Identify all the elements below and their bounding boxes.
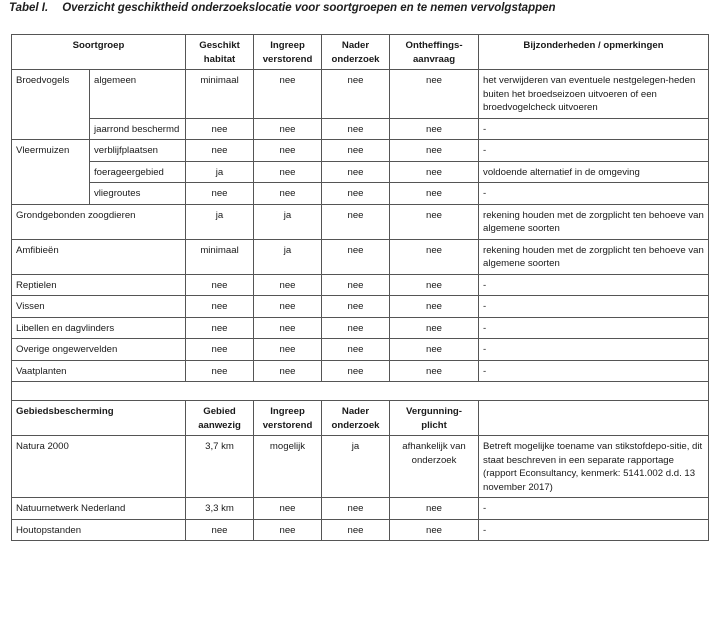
habitat-cell: minimaal <box>186 70 254 119</box>
exemption-cell: nee <box>390 118 479 140</box>
remarks-cell: - <box>479 339 709 361</box>
exemption-cell: nee <box>390 161 479 183</box>
header-empty <box>479 401 709 436</box>
remarks-cell: Betreft mogelijke toename van stikstofdepo-sitie, dit staat beschreven in een separate rapportage (rapport Econsultancy, kenmerk: 5141.002 d.d. 13 november 2017) <box>479 436 709 498</box>
further-cell: nee <box>322 317 390 339</box>
disruptive-cell: nee <box>254 118 322 140</box>
exemption-cell: nee <box>390 317 479 339</box>
further-cell: nee <box>322 204 390 239</box>
habitat-cell: nee <box>186 360 254 382</box>
overview-table <box>11 34 709 541</box>
group-cell: Grondgebonden zoogdieren <box>12 204 186 239</box>
further-cell: nee <box>322 519 390 541</box>
remarks-cell: - <box>479 317 709 339</box>
present-cell: nee <box>186 519 254 541</box>
header-habitat: Geschikt habitat <box>186 35 254 70</box>
further-cell: nee <box>322 161 390 183</box>
table-row <box>12 498 709 520</box>
disruptive-cell: nee <box>254 498 322 520</box>
further-cell: nee <box>322 140 390 162</box>
area-header-row <box>12 401 709 436</box>
present-cell: 3,3 km <box>186 498 254 520</box>
further-cell: nee <box>322 498 390 520</box>
disruptive-cell: nee <box>254 360 322 382</box>
table-row <box>12 118 709 140</box>
subgroup-cell: algemeen <box>90 70 186 119</box>
further-cell: nee <box>322 183 390 205</box>
caption-title: Overzicht geschiktheid onderzoekslocatie voor soortgroepen en te nemen vervolgstappen <box>62 2 556 14</box>
subgroup-cell: jaarrond beschermd <box>90 118 186 140</box>
disruptive-cell: nee <box>254 183 322 205</box>
habitat-cell: nee <box>186 296 254 318</box>
table-row <box>12 239 709 274</box>
header-remarks: Bijzonderheden / opmerkingen <box>479 35 709 70</box>
habitat-cell: nee <box>186 274 254 296</box>
header-disruptive: Ingreep verstorend <box>254 401 322 436</box>
group-broedvogels: Broedvogels <box>12 70 90 140</box>
habitat-cell: nee <box>186 118 254 140</box>
present-cell: 3,7 km <box>186 436 254 498</box>
habitat-cell: nee <box>186 339 254 361</box>
group-cell: Vaatplanten <box>12 360 186 382</box>
group-cell: Reptielen <box>12 274 186 296</box>
group-cell: Libellen en dagvlinders <box>12 317 186 339</box>
further-cell: nee <box>322 274 390 296</box>
exemption-cell: nee <box>390 296 479 318</box>
exemption-cell: nee <box>390 70 479 119</box>
remarks-cell: - <box>479 274 709 296</box>
permit-cell: afhankelijk van onderzoek <box>390 436 479 498</box>
table-row <box>12 360 709 382</box>
table-row <box>12 296 709 318</box>
further-cell: nee <box>322 296 390 318</box>
exemption-cell: nee <box>390 140 479 162</box>
species-header-row <box>12 35 709 70</box>
header-further: Nader onderzoek <box>322 401 390 436</box>
habitat-cell: nee <box>186 183 254 205</box>
remarks-cell: - <box>479 140 709 162</box>
table-row <box>12 436 709 498</box>
header-present: Gebied aanwezig <box>186 401 254 436</box>
table-row <box>12 204 709 239</box>
further-cell: nee <box>322 70 390 119</box>
header-exemption: Ontheffings-aanvraag <box>390 35 479 70</box>
exemption-cell: nee <box>390 239 479 274</box>
habitat-cell: ja <box>186 161 254 183</box>
remarks-cell: het verwijderen van eventuele nestgelegen-heden buiten het broedseizoen uitvoeren of een broedvogelcheck uitvoeren <box>479 70 709 119</box>
header-soortgroep: Soortgroep <box>12 35 186 70</box>
disruptive-cell: nee <box>254 161 322 183</box>
table-row <box>12 140 709 162</box>
group-cell: Overige ongewervelden <box>12 339 186 361</box>
header-disruptive: Ingreep verstorend <box>254 35 322 70</box>
exemption-cell: nee <box>390 183 479 205</box>
subgroup-cell: verblijfplaatsen <box>90 140 186 162</box>
further-cell: nee <box>322 339 390 361</box>
disruptive-cell: nee <box>254 519 322 541</box>
table-row <box>12 161 709 183</box>
habitat-cell: nee <box>186 317 254 339</box>
header-permit: Vergunning-plicht <box>390 401 479 436</box>
exemption-cell: nee <box>390 274 479 296</box>
disruptive-cell: ja <box>254 239 322 274</box>
habitat-cell: ja <box>186 204 254 239</box>
remarks-cell: voldoende alternatief in de omgeving <box>479 161 709 183</box>
disruptive-cell: ja <box>254 204 322 239</box>
habitat-cell: minimaal <box>186 239 254 274</box>
table-row <box>12 519 709 541</box>
disruptive-cell: nee <box>254 339 322 361</box>
disruptive-cell: mogelijk <box>254 436 322 498</box>
remarks-cell: - <box>479 519 709 541</box>
group-cell: Vissen <box>12 296 186 318</box>
area-group-cell: Natura 2000 <box>12 436 186 498</box>
spacer-cell <box>12 382 709 401</box>
disruptive-cell: nee <box>254 296 322 318</box>
header-further: Nader onderzoek <box>322 35 390 70</box>
habitat-cell: nee <box>186 140 254 162</box>
exemption-cell: nee <box>390 204 479 239</box>
group-cell: Amfibieën <box>12 239 186 274</box>
area-group-cell: Houtopstanden <box>12 519 186 541</box>
permit-cell: nee <box>390 519 479 541</box>
remarks-cell: - <box>479 118 709 140</box>
table-row <box>12 183 709 205</box>
table-row <box>12 317 709 339</box>
disruptive-cell: nee <box>254 317 322 339</box>
remarks-cell: - <box>479 498 709 520</box>
disruptive-cell: nee <box>254 140 322 162</box>
group-vleermuizen: Vleermuizen <box>12 140 90 205</box>
table-spacer-row <box>12 382 709 401</box>
remarks-cell: - <box>479 296 709 318</box>
further-cell: nee <box>322 360 390 382</box>
table-caption <box>9 2 556 14</box>
disruptive-cell: nee <box>254 274 322 296</box>
table-row <box>12 70 709 119</box>
subgroup-cell: foerageergebied <box>90 161 186 183</box>
caption-label: Tabel I. <box>9 2 49 14</box>
further-cell: nee <box>322 239 390 274</box>
further-cell: ja <box>322 436 390 498</box>
permit-cell: nee <box>390 498 479 520</box>
table-row <box>12 339 709 361</box>
further-cell: nee <box>322 118 390 140</box>
exemption-cell: nee <box>390 339 479 361</box>
disruptive-cell: nee <box>254 70 322 119</box>
remarks-cell: rekening houden met de zorgplicht ten behoeve van algemene soorten <box>479 204 709 239</box>
area-group-cell: Natuurnetwerk Nederland <box>12 498 186 520</box>
table-row <box>12 274 709 296</box>
header-gebiedsbescherming: Gebiedsbescherming <box>12 401 186 436</box>
subgroup-cell: vliegroutes <box>90 183 186 205</box>
exemption-cell: nee <box>390 360 479 382</box>
remarks-cell: rekening houden met de zorgplicht ten behoeve van algemene soorten <box>479 239 709 274</box>
remarks-cell: - <box>479 183 709 205</box>
remarks-cell: - <box>479 360 709 382</box>
